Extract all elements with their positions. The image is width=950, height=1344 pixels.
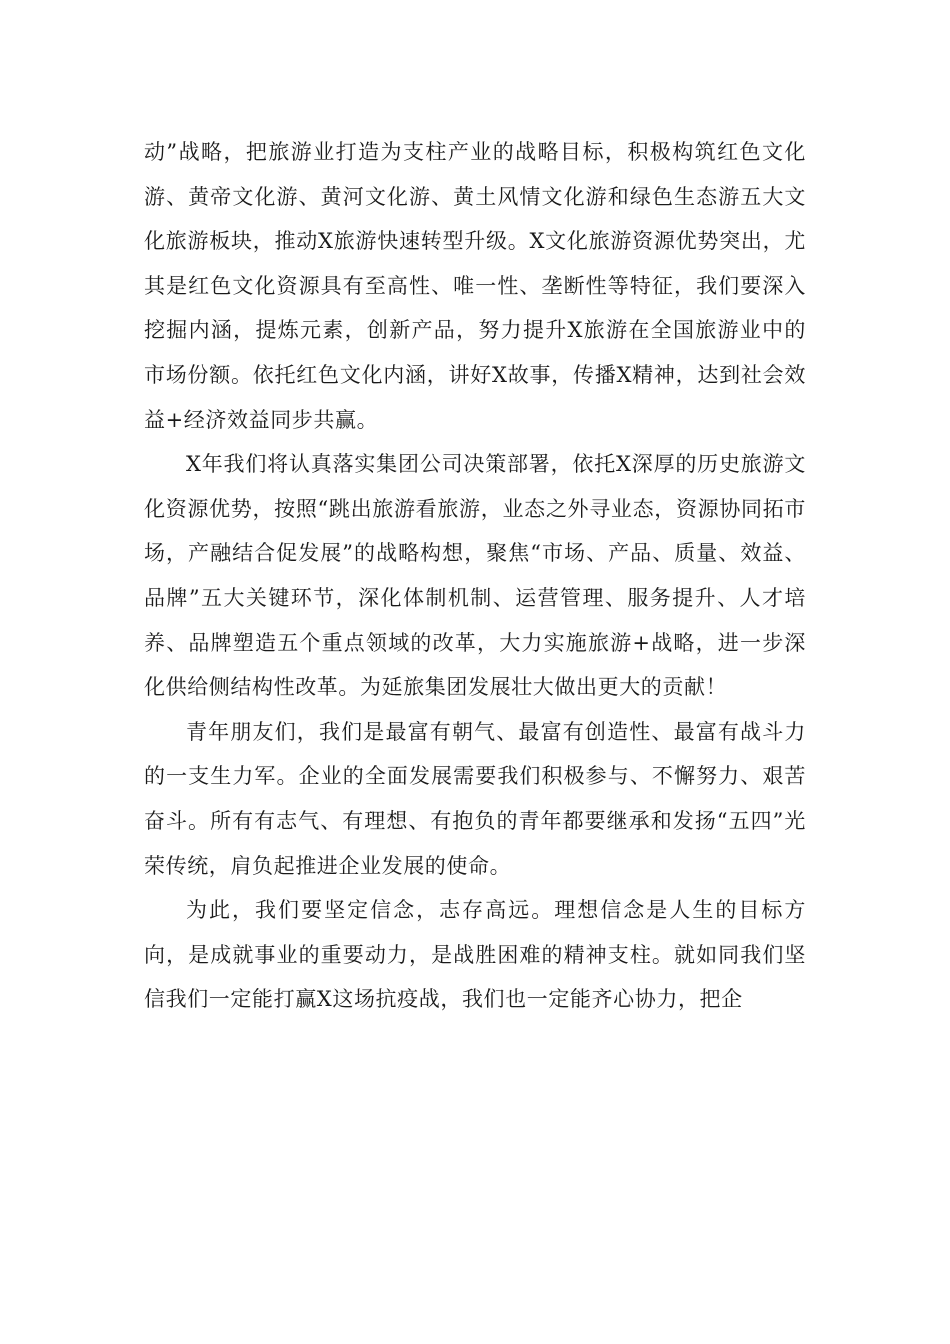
paragraph-youth: 青年朋友们，我们是最富有朝气、最富有创造性、最富有战斗力的一支生力军。企业的全面发展需要我们积极参与、不懈努力、艰苦奋斗。所有有志气、有理想、有抱负的青年都要继承和发扬“五四”光荣传统，肩负起推进企业发展的使命。 <box>144 719 806 878</box>
paragraph-strategy: X年我们将认真落实集团公司决策部署，依托X深厚的历史旅游文化资源优势，按照“跳出旅游看旅游，业态之外寻业态，资源协同拓市场，产融结合促发展”的战略构想，聚焦“市场、产品、质量、效益、品牌”五大关键环节，深化体制机制、运营管理、服务提升、人才培养、品牌塑造五个重点领域的改革，大力实施旅游+战略，进一步深化供给侧结构性改革。为延旅集团发展壮大做出更大的贡献！ <box>144 452 806 700</box>
paragraph-belief: 为此，我们要坚定信念，志存高远。理想信念是人生的目标方向，是成就事业的重要动力，是战胜困难的精神支柱。就如同我们坚信我们一定能打赢X这场抗疫战，我们也一定能齐心协力，把企 <box>144 898 806 1012</box>
document-body <box>144 130 806 1022</box>
paragraph-continuation: 动”战略，把旅游业打造为支柱产业的战略目标，积极构筑红色文化游、黄帝文化游、黄河文化游、黄土风情文化游和绿色生态游五大文化旅游板块，推动X旅游快速转型升级。X文化旅游资源优势突出，尤其是红色文化资源具有至高性、唯一性、垄断性等特征，我们要深入挖掘内涵，提炼元素，创新产品，努力提升X旅游在全国旅游业中的市场份额。依托红色文化内涵，讲好X故事，传播X精神，达到社会效益+经济效益同步共赢。 <box>144 140 806 432</box>
